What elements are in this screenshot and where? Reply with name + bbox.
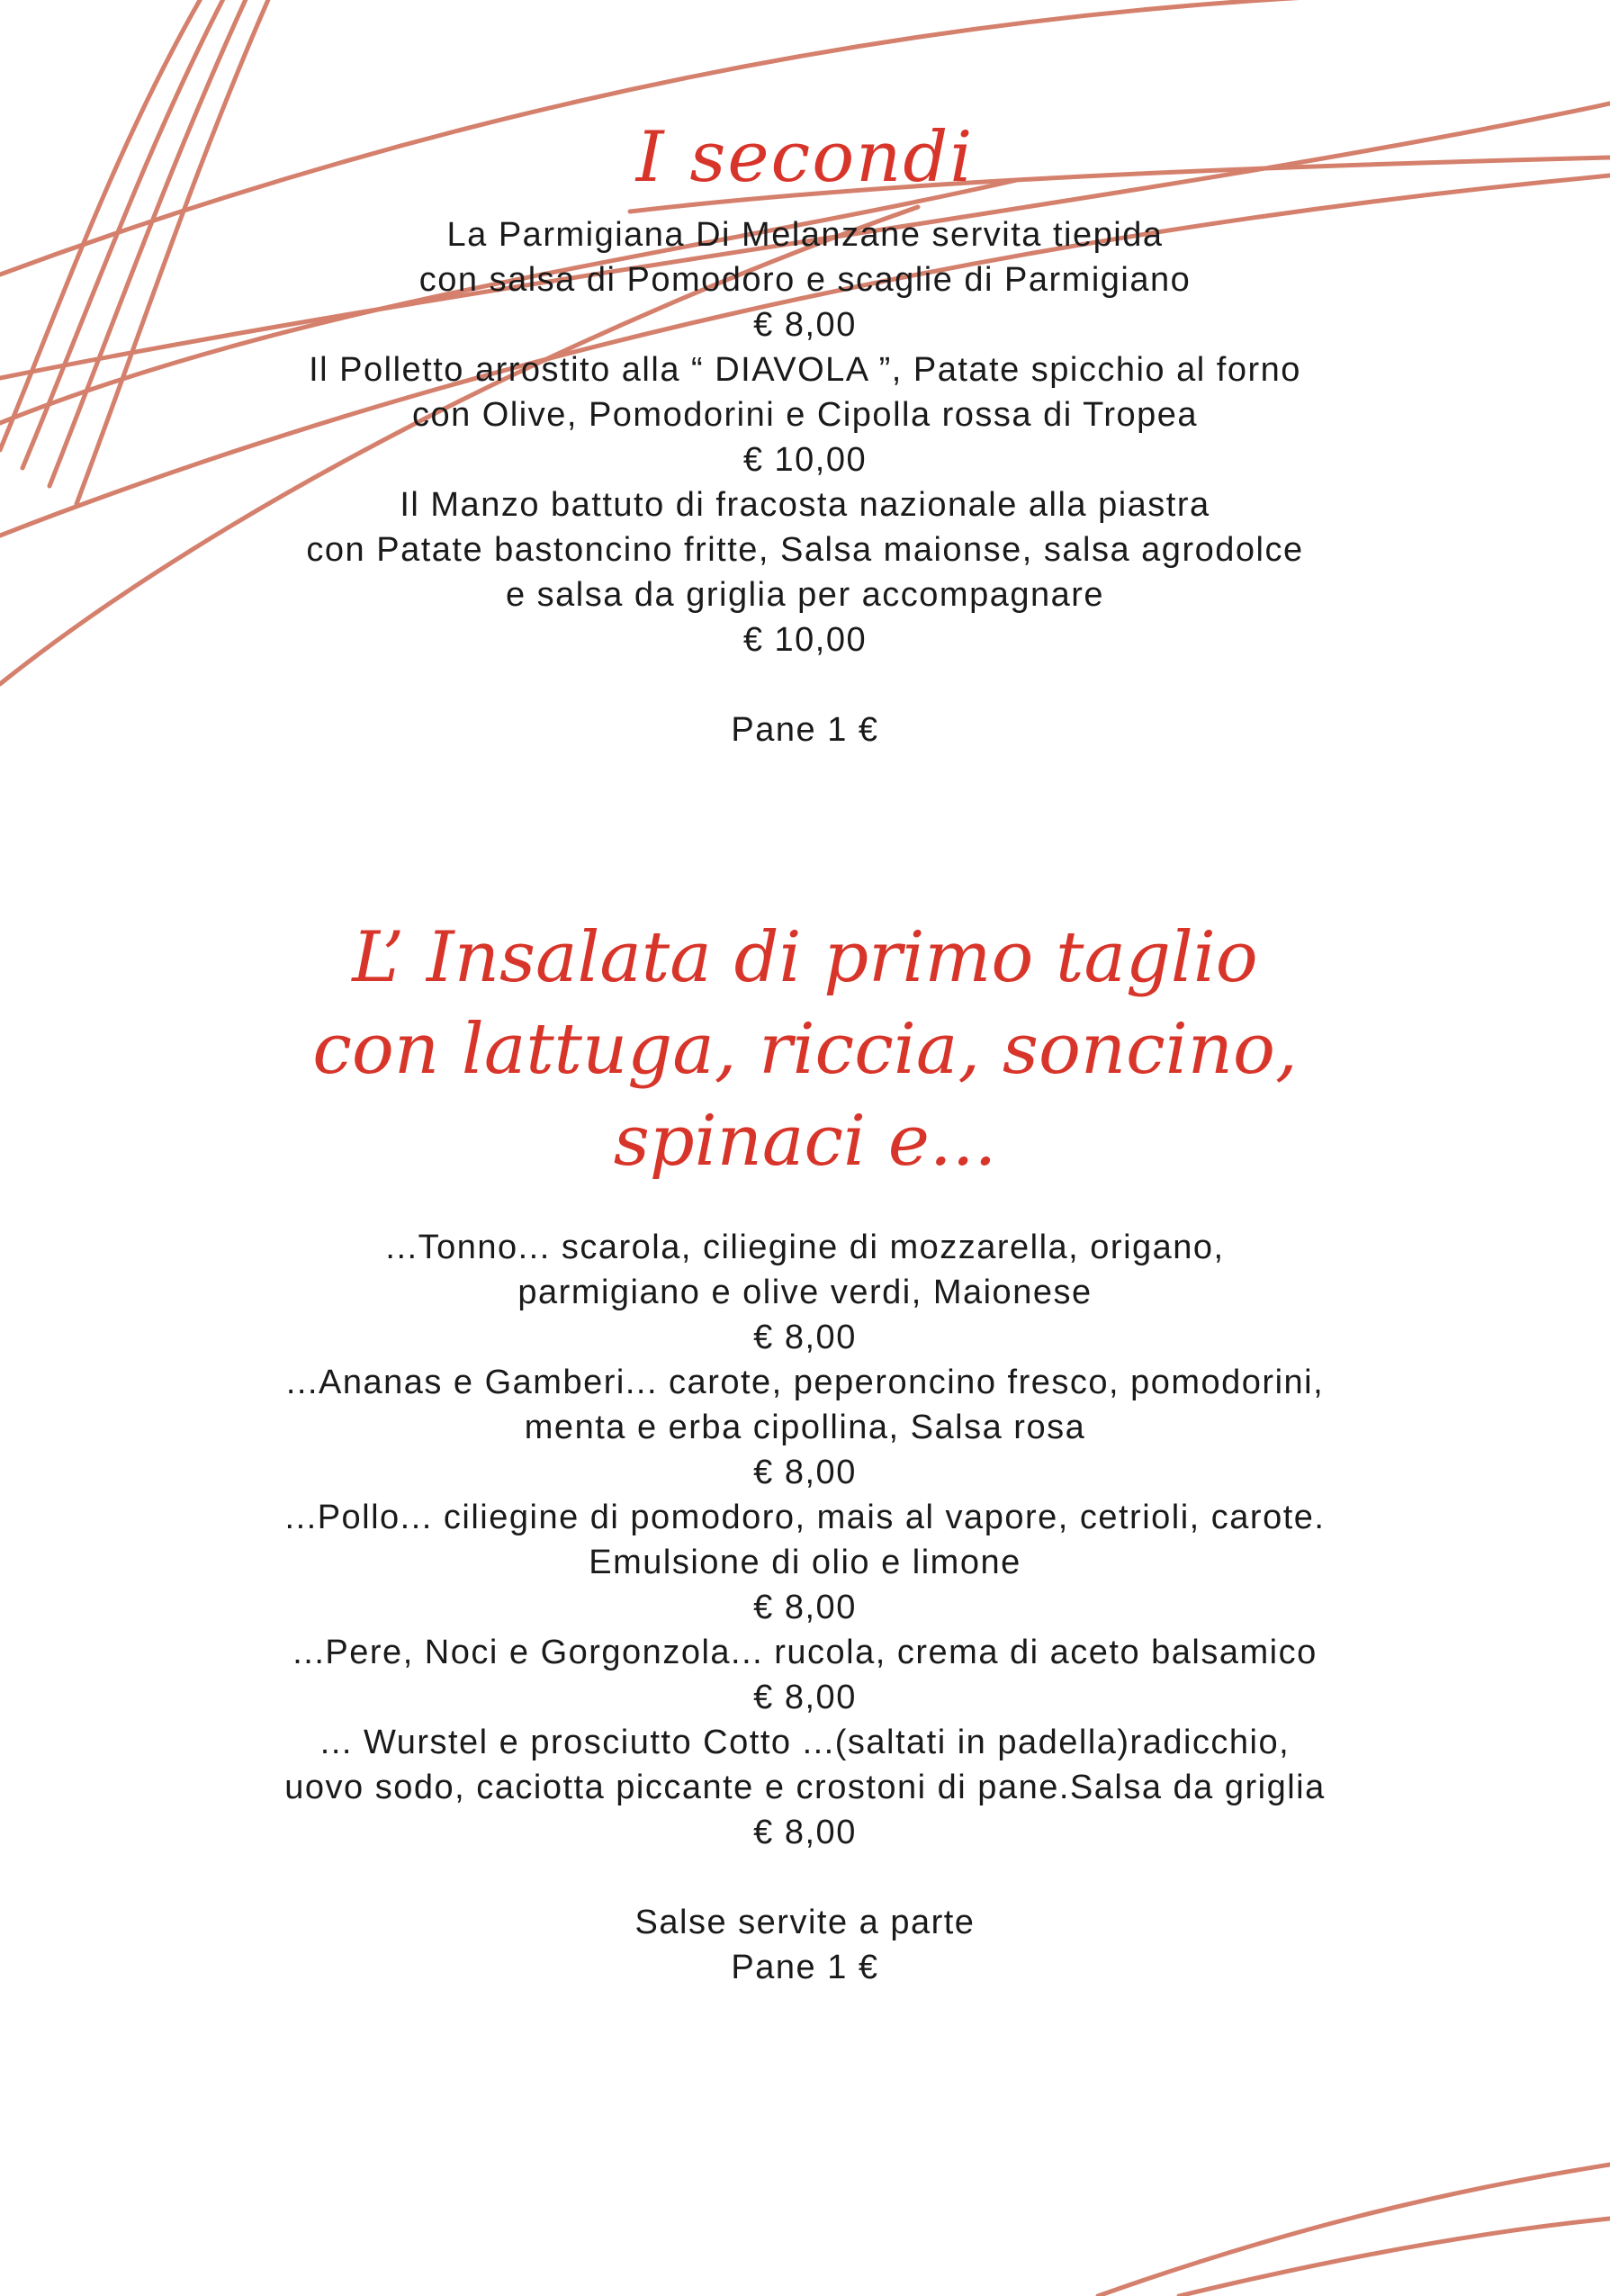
menu-item	[0, 1495, 1610, 1630]
item-price: € 8,00	[753, 1814, 857, 1851]
item-description: ...Tonno... scarola, ciliegine di mozzarella, origano,	[385, 1229, 1225, 1266]
item-description: con Patate bastoncino fritte, Salsa maionse, salsa agrodolce	[306, 531, 1304, 569]
swirl-line	[1098, 2165, 1610, 2296]
item-description: con Olive, Pomodorini e Cipolla rossa di Tropea	[411, 396, 1199, 434]
item-price: € 8,00	[753, 1454, 857, 1491]
item-description: ...Pere, Noci e Gorgonzola... rucola, crema di aceto balsamico	[292, 1634, 1318, 1671]
item-price: € 10,00	[742, 621, 868, 659]
secondi-section	[0, 117, 1610, 752]
sauces-note: Salse servite a parte	[634, 1904, 976, 1941]
item-description: menta e erba cipollina, Salsa rosa	[524, 1409, 1086, 1446]
swirl-line	[1179, 2219, 1610, 2296]
item-price: € 10,00	[742, 441, 868, 479]
insalata-section	[0, 912, 1610, 1990]
item-description: con salsa di Pomodoro e scaglie di Parmigiano	[418, 261, 1192, 299]
menu-item	[0, 347, 1610, 482]
secondi-title: I secondi	[635, 117, 975, 198]
item-description: ...Pollo... ciliegine di pomodoro, mais al vapore, cetrioli, carote.	[284, 1499, 1326, 1536]
item-description: e salsa da griglia per accompagnare	[505, 576, 1105, 614]
item-price: € 8,00	[753, 306, 857, 344]
insalata-title-line: con lattuga, riccia, soncino,	[312, 1009, 1298, 1090]
insalata-title-line: spinaci e...	[613, 1101, 997, 1182]
bread-price: Pane 1 €	[731, 1949, 879, 1986]
item-description: uovo sodo, caciotta piccante e crostoni di pane.Salsa da griglia	[284, 1769, 1326, 1806]
item-description: ... Wurstel e prosciutto Cotto ...(saltati in padella)radicchio,	[319, 1724, 1291, 1761]
item-description: ...Ananas e Gamberi... carote, peperoncino fresco, pomodorini,	[285, 1364, 1325, 1401]
swirl-lines-bottom	[1098, 2165, 1610, 2296]
menu-item	[0, 212, 1610, 347]
menu-item	[0, 1720, 1610, 1855]
insalata-title-line: L’ Insalata di primo taglio	[352, 917, 1258, 998]
menu-item	[0, 1630, 1610, 1720]
item-description: Emulsione di olio e limone	[589, 1544, 1021, 1581]
menu-item	[0, 1360, 1610, 1495]
item-description: parmigiano e olive verdi, Maionese	[517, 1274, 1093, 1311]
item-description: La Parmigiana Di Melanzane servita tiepida	[446, 216, 1164, 254]
bread-price: Pane 1 €	[731, 711, 879, 749]
insalata-title	[0, 912, 1610, 1187]
menu-item	[0, 1225, 1610, 1360]
menu-item	[0, 482, 1610, 662]
item-price: € 8,00	[753, 1319, 857, 1356]
item-description: Il Polletto arrostito alla “ DIAVOLA ”, Patate spicchio al forno	[309, 351, 1301, 389]
item-description: Il Manzo battuto di fracosta nazionale alla piastra	[400, 486, 1210, 524]
item-price: € 8,00	[753, 1679, 857, 1716]
item-price: € 8,00	[753, 1589, 857, 1626]
